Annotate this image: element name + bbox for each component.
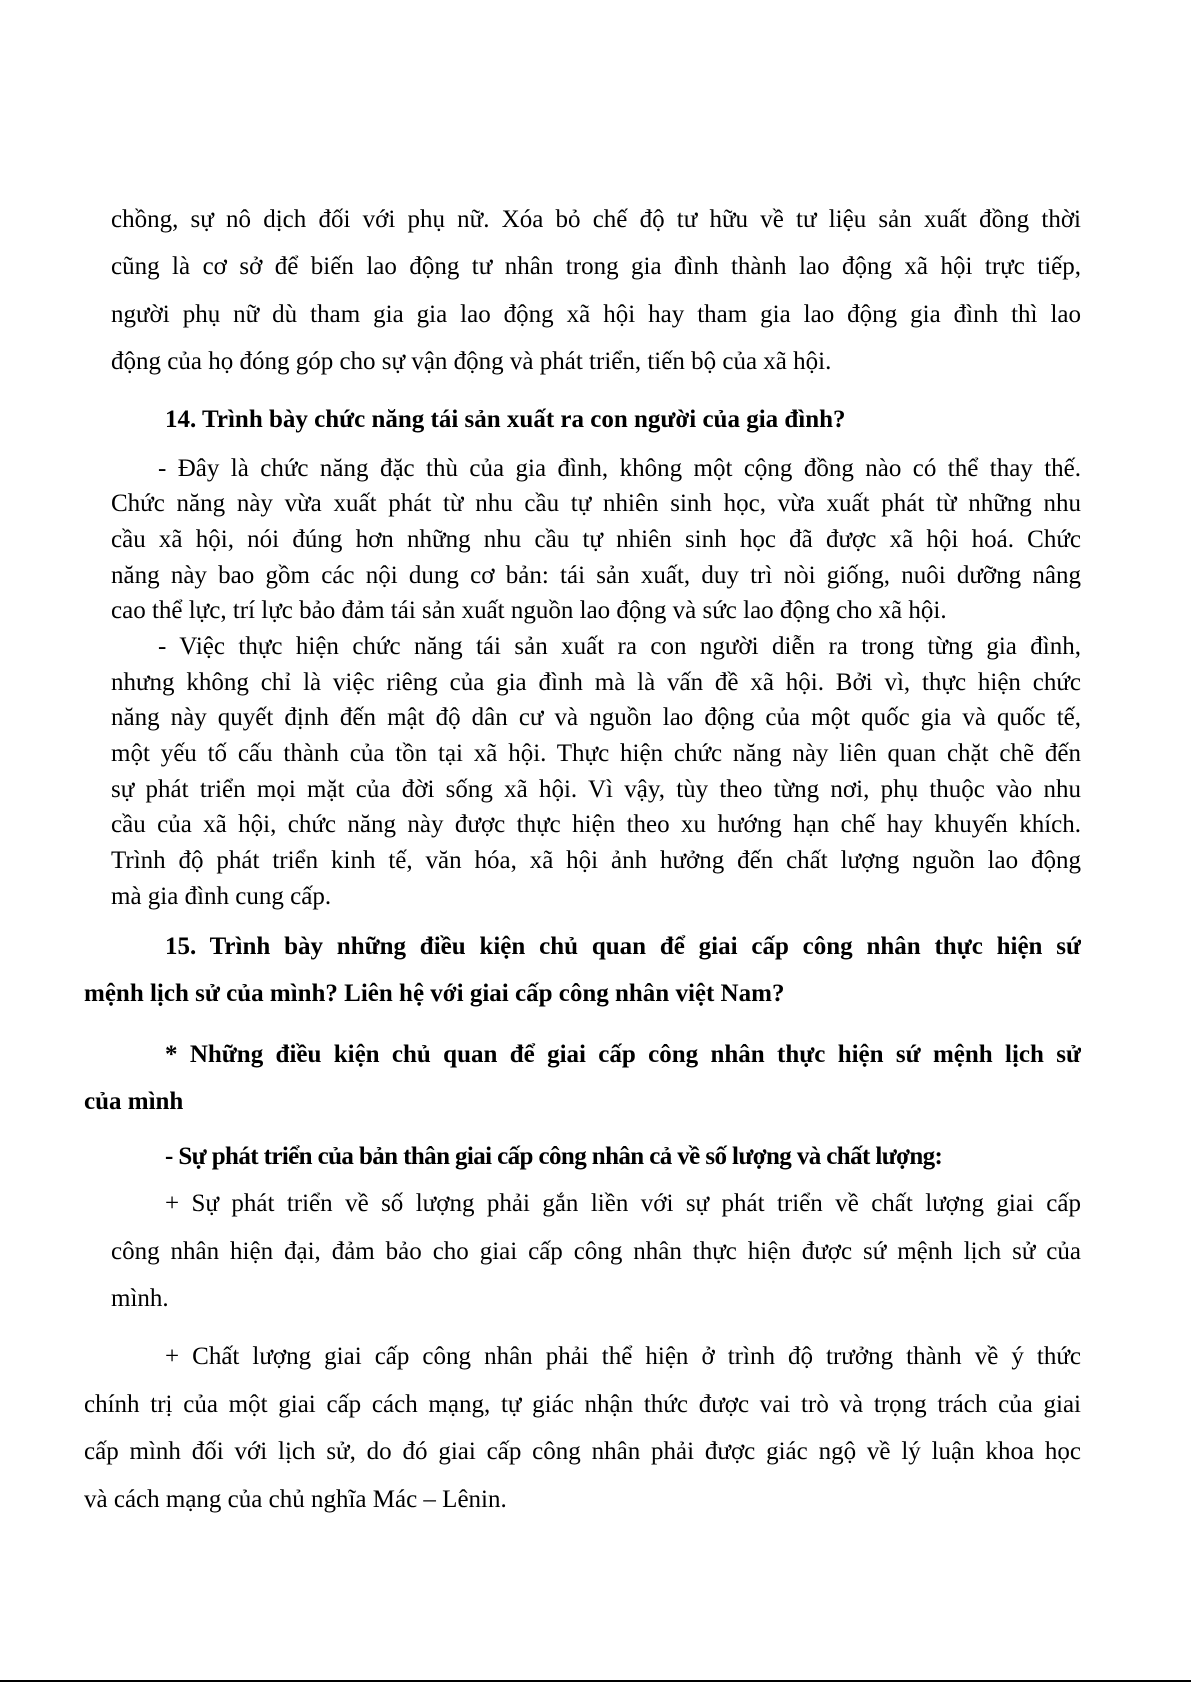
text-line: * Những điều kiện chủ quan để giai cấp công nhân thực hiện sứ mệnh lịch sử [165,1041,1081,1068]
text-line: mình. [111,1285,169,1312]
text-line: năng này quyết định đến mật độ dân cư và nguồn lao động của một quốc gia và quốc tế, [111,704,1081,731]
text-line: năng này bao gồm các nội dung cơ bản: tái sản xuất, duy trì nòi giống, nuôi dưỡng nâng [111,562,1081,589]
text-line: mệnh lịch sử của mình? Liên hệ với giai cấp công nhân việt Nam? [84,980,785,1007]
text-line: mà gia đình cung cấp. [111,883,332,910]
text-line: + Sự phát triển về số lượng phải gắn liền với sự phát triển về chất lượng giai cấp [165,1190,1081,1217]
text-line: Chức năng này vừa xuất phát từ nhu cầu tự nhiên sinh học, vừa xuất phát từ những nhu [111,490,1081,517]
text-line: + Chất lượng giai cấp công nhân phải thể hiện ở trình độ trưởng thành về ý thức [165,1343,1081,1370]
text-line: sự phát triển mọi mặt của đời sống xã hội. Vì vậy, tùy theo từng nơi, phụ thuộc vào nhu [111,776,1081,803]
text-line: - Đây là chức năng đặc thù của gia đình, không một cộng đồng nào có thể thay thế. [158,455,1081,482]
q15-point-heading: - Sự phát triển của bản thân giai cấp công nhân cả về số lượng và chất lượng: [165,1143,943,1170]
text-line: của mình [84,1088,184,1115]
text-line: chồng, sự nô dịch đối với phụ nữ. Xóa bỏ chế độ tư hữu về tư liệu sản xuất đồng thời [111,206,1081,233]
text-line: động của họ đóng góp cho sự vận động và phát triển, tiến bộ của xã hội. [111,348,832,375]
text-line: cầu xã hội, nói đúng hơn những nhu cầu tự nhiên sinh học đã được xã hội hoá. Chức [111,526,1081,553]
text-line: cũng là cơ sở để biến lao động tư nhân trong gia đình thành lao động xã hội trực tiếp, [111,253,1081,280]
text-line: công nhân hiện đại, đảm bảo cho giai cấp công nhân thực hiện được sứ mệnh lịch sử của [111,1238,1081,1265]
page-bottom-rule [0,1680,1191,1682]
text-line: cao thể lực, trí lực bảo đảm tái sản xuất nguồn lao động và sức lao động cho xã hội. [111,597,947,624]
text-line: 15. Trình bày những điều kiện chủ quan để giai cấp công nhân thực hiện sứ [165,933,1081,960]
text-line: và cách mạng của chủ nghĩa Mác – Lênin. [84,1486,507,1513]
q14-heading: 14. Trình bày chức năng tái sản xuất ra con người của gia đình? [165,406,846,433]
text-line: chính trị của một giai cấp cách mạng, tự giác nhận thức được vai trò và trọng trách của giai [84,1391,1081,1418]
text-line: Trình độ phát triển kinh tế, văn hóa, xã hội ảnh hưởng đến chất lượng nguồn lao động [111,847,1081,874]
text-line: nhưng không chỉ là việc riêng của gia đình mà là vấn đề xã hội. Bởi vì, thực hiện chức [111,669,1081,696]
text-line: cầu của xã hội, chức năng này được thực hiện theo xu hướng hạn chế hay khuyến khích. [111,811,1081,838]
text-line: - Việc thực hiện chức năng tái sản xuất ra con người diễn ra trong từng gia đình, [158,633,1081,660]
text-line: cấp mình đối với lịch sử, do đó giai cấp công nhân phải được giác ngộ về lý luận khoa học [84,1438,1081,1465]
text-line: người phụ nữ dù tham gia gia lao động xã hội hay tham gia lao động gia đình thì lao [111,301,1081,328]
text-line: một yếu tố cấu thành của tồn tại xã hội. Thực hiện chức năng này liên quan chặt chẽ đến [111,740,1081,767]
